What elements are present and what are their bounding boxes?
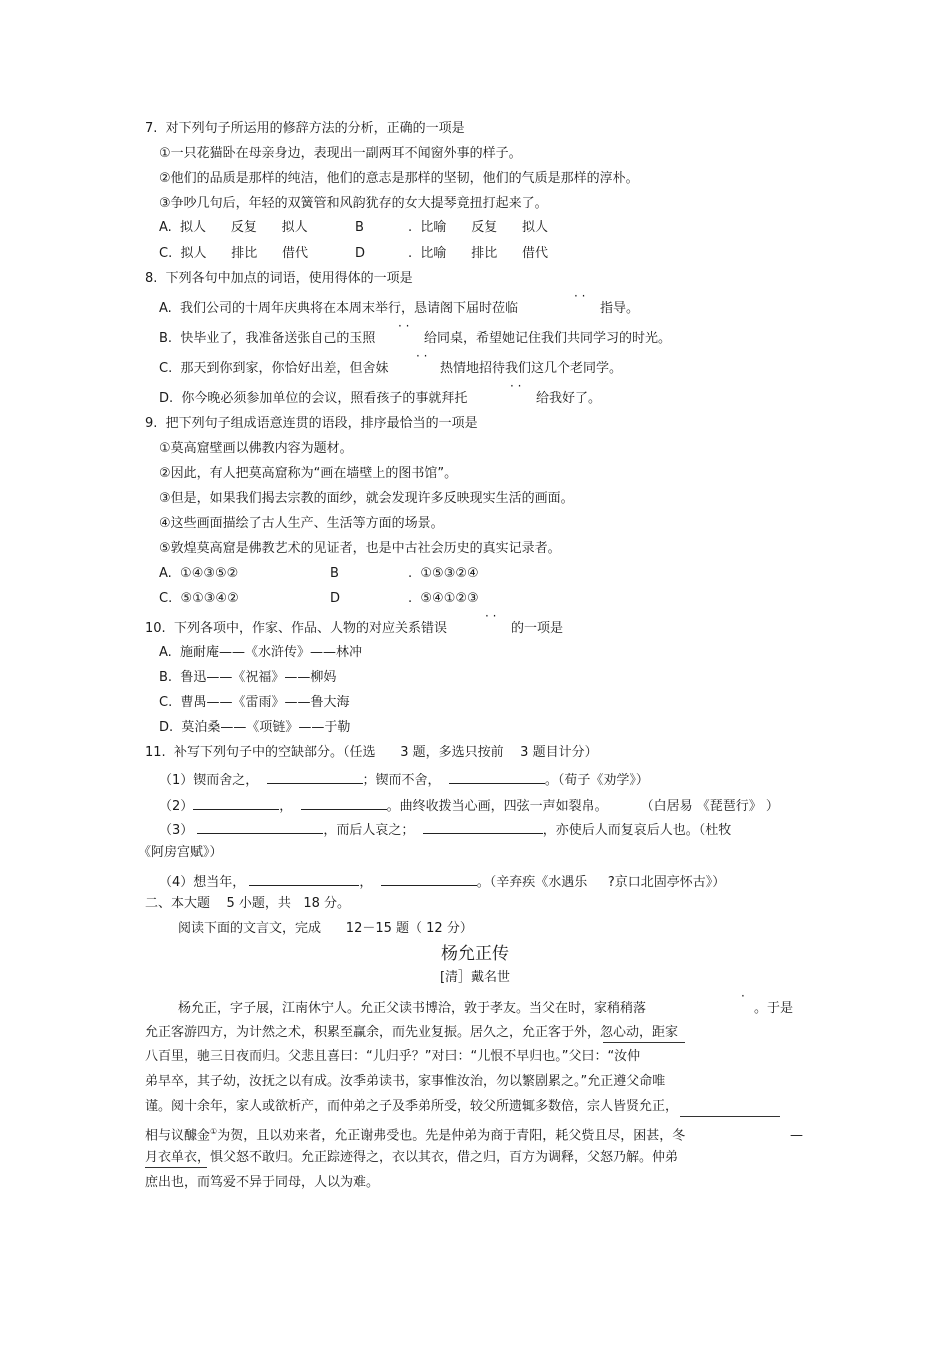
q11-3-text-c: ，亦使后人而复哀后人也。（杜牧 <box>542 823 732 838</box>
q8-option-d: D. 你今晚必须参加单位的会议，照看孩子的事就拜托 <box>159 391 468 406</box>
q11-4-text-c: 。（辛弃疾《水遇乐 ?京口北固亭怀古》） <box>476 875 726 890</box>
emphasis-dots: · · <box>574 289 586 303</box>
footnote-marker: ① <box>210 1127 218 1136</box>
q8-option-b: B. 快毕业了，我准备送张自己的玉照 <box>159 331 376 346</box>
q9-sentence-5: ⑤敦煌莫高窟是佛教艺术的见证者，也是中古社会历史的真实记录者。 <box>159 541 561 556</box>
q7-option-c: C. 拟人 排比 借代 <box>159 246 309 261</box>
fill-blank[interactable] <box>197 820 323 834</box>
emphasis-dots: · · <box>485 609 497 623</box>
q7-option-b-letter: B <box>355 220 364 235</box>
q9-sentence-2: ②因此，有人把莫高窟称为“画在墙壁上的图书馆”。 <box>159 466 458 481</box>
q9-sentence-3: ③但是，如果我们揭去宗教的面纱，就会发现许多反映现实生活的画面。 <box>159 491 574 506</box>
passage-line-6-end: — <box>790 1128 803 1143</box>
passage-line-5: 谨。阅十余年，家人或欲析产，而仲弟之子及季弟所受，较父所遗辄多数倍，宗人皆贤允正， <box>145 1099 679 1114</box>
fill-blank[interactable] <box>249 872 359 886</box>
q11-line-1 <box>159 770 649 789</box>
q11-line-2 <box>159 796 779 815</box>
passage-line-7: 月衣单衣，惧父怒不敢归。允正踪迹得之，衣以其衣，借之归，百方为调释，父怒乃解。仲弟 <box>145 1150 679 1165</box>
q11-4-text-b: ， <box>359 875 373 890</box>
fill-blank[interactable] <box>381 872 477 886</box>
fill-blank[interactable] <box>193 796 279 810</box>
passage-line-6 <box>145 1124 685 1144</box>
q8-option-d-end: 给我好了。 <box>536 391 602 406</box>
passage-line-8: 庶出也，而笃爱不异于同母，人以为难。 <box>145 1175 380 1190</box>
q11-line-3 <box>159 820 731 839</box>
q10-option-a: A. 施耐庵——《水浒传》——林冲 <box>159 645 363 660</box>
q9-option-c: C. ⑤①③④② <box>159 591 239 606</box>
q9-sentence-4: ④这些画面描绘了古人生产、生活等方面的场景。 <box>159 516 444 531</box>
fill-blank[interactable] <box>301 796 387 810</box>
passage-line-6-b: 为贺，且以劝来者，允正谢弗受也。先是仲弟为商于青阳，耗父赀且尽，困甚，冬 <box>217 1128 686 1144</box>
emphasis-dots: · · <box>398 319 410 333</box>
q10-stem: 10. 下列各项中，作家、作品、人物的对应关系错误 <box>145 621 447 636</box>
passage-line-2: 允正客游四方，为计然之术，积累至赢余，而先业复振。居久之，允正客于外，忽心动，距家 <box>145 1025 679 1040</box>
q10-option-d: D. 莫泊桑——《项链》——于勒 <box>159 720 351 735</box>
passage-author: [清］戴名世 <box>439 970 511 985</box>
q11-1-text-a: （1）锲而舍之， <box>159 773 259 788</box>
section-2-heading: 二、本大题 5 小题，共 18 分。 <box>145 896 351 911</box>
q11-2-text-a: （2） <box>159 799 194 814</box>
underline-mark <box>145 1167 207 1168</box>
q8-option-c-end: 热情地招待我们这几个老同学。 <box>440 361 623 376</box>
fill-blank[interactable] <box>267 770 363 784</box>
q9-option-b-letter: B <box>330 566 339 581</box>
q7-option-d: . 比喻 排比 借代 <box>408 246 548 261</box>
passage-line-4: 弟早卒，其子幼，汝抚之以有成。汝季弟读书，家事惟汝治，勿以繁剧累之。”允正遵父命唯 <box>145 1074 666 1089</box>
fill-blank[interactable] <box>423 820 543 834</box>
q9-sentence-1: ①莫高窟壁画以佛教内容为题材。 <box>159 441 353 456</box>
q9-option-d-letter: D <box>330 591 341 606</box>
q9-option-a: A. ①④③⑤② <box>159 566 239 581</box>
q8-option-a-end: 指导。 <box>600 301 640 316</box>
q7-option-a: A. 拟人 反复 拟人 <box>159 220 308 235</box>
q7-stem: 7. 对下列句子所运用的修辞方法的分析，正确的一项是 <box>145 121 465 136</box>
q11-stem: 11. 补写下列句子中的空缺部分。（任选 3 题，多选只按前 3 题目计分） <box>145 745 598 760</box>
q10-option-b: B. 鲁迅——《祝福》——柳妈 <box>159 670 337 685</box>
fill-blank[interactable] <box>449 770 545 784</box>
q8-stem: 8. 下列各句中加点的词语，使用得体的一项是 <box>145 271 413 286</box>
passage-line-6-a: 相与议醵金 <box>145 1128 211 1144</box>
underline-mark <box>603 1042 685 1043</box>
q8-option-c: C. 那天到你到家，你恰好出差，但舍妹 <box>159 361 389 376</box>
q11-4-text-a: （4）想当年， <box>159 875 246 890</box>
passage-title: 杨允正传 <box>441 944 509 964</box>
emphasis-dot: · <box>741 989 745 1003</box>
passage-line-3: 八百里，驰三日夜而归。父悲且喜曰：“儿归乎？”对曰：“儿恨不早归也。”父曰：“汝仲 <box>145 1049 641 1064</box>
emphasis-dots: · · <box>416 349 428 363</box>
q10-stem-end: 的一项是 <box>511 621 564 636</box>
underline-mark <box>680 1116 780 1117</box>
q11-3-text-b: ，而后人哀之； <box>323 823 415 838</box>
q8-option-a: A. 我们公司的十周年庆典将在本周末举行，恳请阁下届时莅临 <box>159 301 519 316</box>
q9-stem: 9. 把下列句子组成语意连贯的语段，排序最恰当的一项是 <box>145 416 478 431</box>
emphasis-dots: · · <box>510 379 522 393</box>
q7-option-d-letter: D <box>355 246 366 261</box>
passage-line-1-end: 。于是 <box>754 1001 794 1016</box>
q11-1-text-b: ；锲而不舍， <box>362 773 441 788</box>
q11-line-4 <box>159 872 725 891</box>
q7-sentence-1: ①一只花猫卧在母亲身边，表现出一副两耳不闻窗外事的样子。 <box>159 146 522 161</box>
q11-1-text-c: 。（荀子《劝学》） <box>544 773 649 788</box>
q10-option-c: C. 曹禺——《雷雨》——鲁大海 <box>159 695 350 710</box>
q11-2-text-b: ， <box>279 799 293 814</box>
q7-option-b: . 比喻 反复 拟人 <box>408 220 548 235</box>
q11-3-text-a: （3） <box>159 823 194 838</box>
q7-sentence-2: ②他们的品质是那样的纯洁，他们的意志是那样的坚韧，他们的气质是那样的淳朴。 <box>159 171 639 186</box>
q9-option-b: . ①⑤③②④ <box>408 566 479 581</box>
section-2-instruction: 阅读下面的文言文，完成 12－15 题（ 12 分） <box>178 921 473 936</box>
q8-option-b-end: 给同桌，希望她记住我们共同学习的时光。 <box>424 331 672 346</box>
q7-sentence-3: ③争吵几句后，年轻的双簧管和风韵犹存的女大提琴竟扭打起来了。 <box>159 196 548 211</box>
q11-line-3-cont: 《阿房宫赋》） <box>138 845 223 860</box>
q11-2-text-c: 。曲终收拨当心画，四弦一声如裂帛。 （白居易 《琵琶行》 ） <box>386 799 779 814</box>
passage-line-1: 杨允正，字子展，江南休宁人。允正父读书博洽，敦于孝友。当父在时，家稍稍落 <box>178 1001 647 1016</box>
q9-option-d: . ⑤④①②③ <box>408 591 479 606</box>
